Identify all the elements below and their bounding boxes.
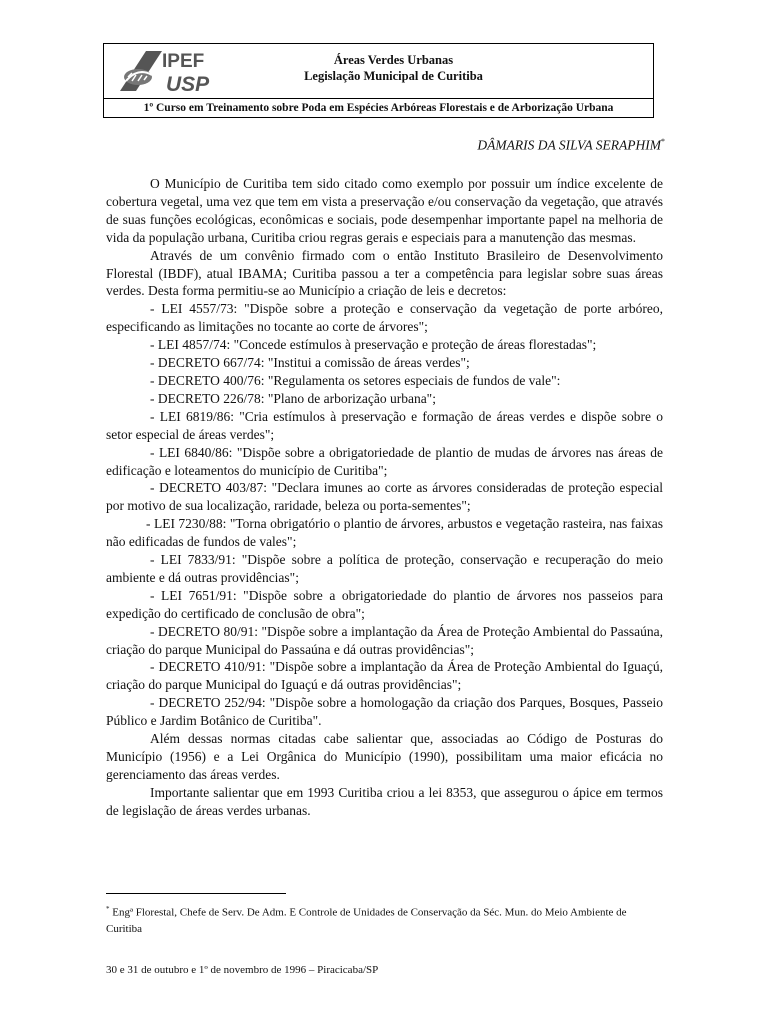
law-item: - LEI 6819/86: "Cria estímulos à preservação e formação de áreas verdes e dispõe sobre o setor especial de áreas verdes"; xyxy=(106,408,663,442)
footnote-marker: * xyxy=(106,905,110,913)
author-footnote-marker: * xyxy=(661,137,665,146)
law-item: - DECRETO 403/87: "Declara imunes ao corte as árvores consideradas de proteção especial por motivo de sua localização, raridade, beleza ou porta-sementes"; xyxy=(106,480,663,514)
law-item: - DECRETO 226/78: "Plano de arborização urbana"; xyxy=(150,390,436,406)
paragraph-law-8353: Importante salientar que em 1993 Curitiba criou a lei 8353, que assegurou o ápice em termos de legislação de áreas verdes urbanas. xyxy=(106,784,663,818)
footnote-text: Engª Florestal, Chefe de Serv. De Adm. E Controle de Unidades de Conservação da Séc. Mun. do Meio Ambiente de Curitiba xyxy=(106,906,627,935)
svg-text:IPEF: IPEF xyxy=(162,51,205,72)
footnote-rule xyxy=(106,893,286,894)
header-box xyxy=(103,43,654,118)
header-title: Áreas Verdes Urbanas xyxy=(333,53,454,67)
paragraph-other-norms: Além dessas normas citadas cabe salientar que, associadas ao Código de Posturas do Município (1956) e a Lei Orgânica do Município (1990), possibilitam uma maior eficácia no gerenciamento das áreas verdes. xyxy=(106,731,663,782)
course-title: 1º Curso em Treinamento sobre Poda em Espécies Arbóreas Florestais e de Arborização Urbana xyxy=(143,102,614,114)
author-line xyxy=(477,137,665,154)
law-item: - LEI 7651/91: "Dispõe sobre a obrigatoriedade do plantio de árvores nos passeios para expedição do certificado de conclusão de obra"; xyxy=(106,587,663,621)
author-name: DÂMARIS DA SILVA SERAPHIM xyxy=(477,137,661,153)
law-item: - LEI 4857/74: "Concede estímulos à preservação e proteção de áreas florestadas"; xyxy=(150,337,597,353)
law-item: - DECRETO 667/74: "Institui a comissão de áreas verdes"; xyxy=(150,355,470,371)
law-item: - LEI 4557/73: "Dispõe sobre a proteção e conservação da vegetação de porte arbóreo, especificando as limitações no tocante ao corte de árvores"; xyxy=(106,301,663,335)
paragraph-agreement: Através de um convênio firmado com o então Instituto Brasileiro de Desenvolvimento Florestal (IBDF), atual IBAMA; Curitiba passou a ter a competência para legislar sobre suas áreas verdes. Desta forma permitiu-se ao Município a criação de leis e decretos: xyxy=(106,247,663,299)
law-item: - DECRETO 410/91: "Dispõe sobre a implantação da Área de Proteção Ambiental do Iguaçú, criação do parque Municipal do Iguaçú e dá outras providências"; xyxy=(106,659,663,693)
law-item: - LEI 7833/91: "Dispõe sobre a política de proteção, conservação e recuperação do meio ambiente e dá outras providências"; xyxy=(106,552,663,585)
header-divider xyxy=(104,98,653,99)
law-item: - DECRETO 80/91: "Dispõe sobre a implantação da Área de Proteção Ambiental do Passaúna, criação do parque Municipal do Passaúna e dá outras providências"; xyxy=(106,623,663,657)
law-item: - DECRETO 252/94: "Dispõe sobre a homologação da criação dos Parques, Bosques, Passeio Público e Jardim Botânico de Curitiba". xyxy=(106,695,663,729)
law-item: - DECRETO 400/76: "Regulamenta os setores especiais de fundos de vale": xyxy=(150,372,561,388)
header-subtitle: Legislação Municipal de Curitiba xyxy=(304,69,483,83)
article-body xyxy=(106,175,663,820)
law-item: - LEI 7230/88: "Torna obrigatório o plantio de árvores, arbustos e vegetação rasteira, nas faixas não edificadas de fundos de vales"; xyxy=(106,516,663,550)
law-item: - LEI 6840/86: "Dispõe sobre a obrigatoriedade de plantio de mudas de árvores nas áreas de edificação e loteamentos do município de Curitiba"; xyxy=(106,444,663,478)
svg-text:USP: USP xyxy=(166,73,210,95)
footnote xyxy=(106,901,663,937)
paragraph-intro: O Município de Curitiba tem sido citado como exemplo por possuir um índice excelente de cobertura vegetal, uma vez que tem em vista a preservação e/ou conservação da vegetação, que através de suas funções ecológicas, econômicas e sociais, pode desempenhar importante papel na melhoria de vida da população urbana, Curitiba criou regras gerais e especiais para a manutenção das mesmas. xyxy=(106,176,663,245)
page-footer: 30 e 31 de outubro e 1º de novembro de 1996 – Piracicaba/SP xyxy=(106,964,379,976)
